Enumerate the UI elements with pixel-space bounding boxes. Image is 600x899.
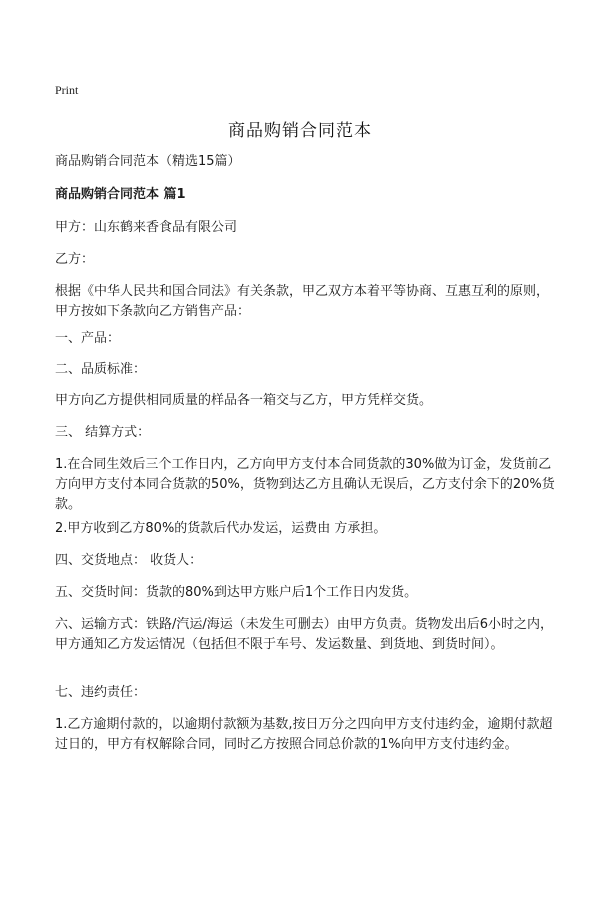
paragraph-quality-detail: 甲方向乙方提供相同质量的样品各一箱交与乙方，甲方凭样交货。 bbox=[55, 393, 433, 408]
paragraph-delivery-place: 四、交货地点： 收货人： bbox=[55, 553, 203, 568]
section-heading: 商品购销合同范本 篇1 bbox=[55, 187, 186, 202]
paragraph-party-b: 乙方： bbox=[55, 252, 95, 267]
paragraph-product: 一、产品： bbox=[55, 331, 121, 346]
paragraph-liability: 七、违约责任： bbox=[55, 685, 147, 700]
paragraph-settlement-2: 2.甲方收到乙方80%的货款后代办发运，运费由 方承担。 bbox=[55, 521, 387, 536]
document-subtitle: 商品购销合同范本（精选15篇） bbox=[55, 154, 241, 169]
paragraph-preamble: 根据《中华人民共和国合同法》有关条款，甲乙双方本着平等协商、互惠互利的原则，甲方按如下条款向乙方销售产品： bbox=[55, 284, 550, 319]
paragraph-liability-1: 1.乙方逾期付款的，以逾期付款额为基数,按日万分之四向甲方支付违约金，逾期付款超过日的，甲方有权解除合同，同时乙方按照合同总价款的1%向甲方支付违约金。 bbox=[55, 717, 553, 752]
paragraph-quality-standard: 二、品质标准： bbox=[55, 362, 147, 377]
paragraph-transport: 六、运输方式：铁路/汽运/海运（未发生可删去）由甲方负责。货物发出后6小时之内，甲方通知乙方发运情况（包括但不限于车号、发运数量、到货地、到货时间）。 bbox=[55, 617, 554, 652]
paragraph-party-a: 甲方：山东鹤来香食品有限公司 bbox=[55, 220, 238, 235]
print-link[interactable]: Print bbox=[55, 83, 79, 97]
paragraph-settlement: 三、 结算方式： bbox=[55, 425, 151, 440]
page-title: 商品购销合同范本 bbox=[228, 121, 372, 141]
paragraph-delivery-time: 五、交货时间：货款的80%到达甲方账户后1个工作日内发货。 bbox=[55, 585, 418, 600]
paragraph-settlement-1: 1.在合同生效后三个工作日内，乙方向甲方支付本合同货款的30%做为订金，发货前乙方向甲方支付本同合货款的50%，货物到达乙方且确认无误后，乙方支付余下的20%货款。 bbox=[55, 457, 555, 512]
